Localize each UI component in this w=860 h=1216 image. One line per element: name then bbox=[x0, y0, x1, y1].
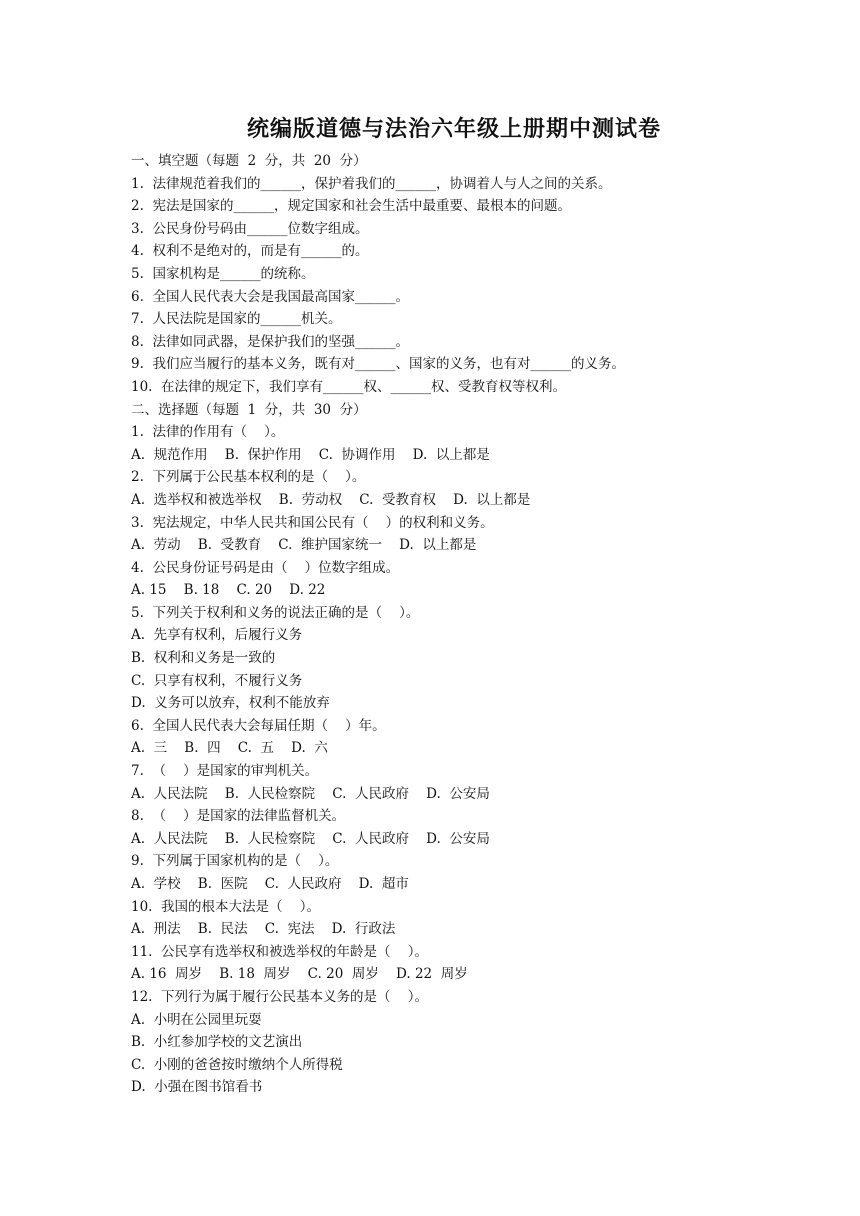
question-line: 6. 全国人民代表大会是我国最高国家______。 bbox=[131, 288, 409, 305]
answer-options: A. 规范作用 B. 保护作用 C. 协调作用 D. 以上都是 bbox=[131, 446, 490, 463]
question-line: 7. 人民法院是国家的______机关。 bbox=[131, 311, 342, 328]
answer-options: A. 人民法院 B. 人民检察院 C. 人民政府 D. 公安局 bbox=[131, 830, 490, 847]
question-line: 3. 宪法规定，中华人民共和国公民有（ ）的权利和义务。 bbox=[131, 514, 494, 531]
answer-options: C. 小刚的爸爸按时缴纳个人所得税 bbox=[131, 1056, 343, 1073]
question-line: 12. 下列行为属于履行公民基本义务的是（ ）。 bbox=[131, 988, 428, 1005]
question-line: 9. 下列属于国家机构的是（ ）。 bbox=[131, 853, 339, 870]
question-line: 1. 法律规范着我们的______，保护着我们的______，协调着人与人之间的关系。 bbox=[131, 175, 612, 192]
answer-options: A. 人民法院 B. 人民检察院 C. 人民政府 D. 公安局 bbox=[131, 785, 490, 802]
question-line: 11. 公民享有选举权和被选举权的年龄是（ ）。 bbox=[131, 943, 428, 960]
answer-options: D. 小强在图书馆看书 bbox=[131, 1079, 263, 1096]
document-title: 统编版道德与法治六年级上册期中测试卷 bbox=[246, 117, 661, 142]
question-line: 1. 法律的作用有（ ）。 bbox=[131, 424, 285, 441]
question-line: 5. 国家机构是______的统称。 bbox=[131, 265, 315, 282]
answer-options: C. 只享有权利，不履行义务 bbox=[131, 672, 303, 689]
question-line: 3. 公民身份号码由______位数字组成。 bbox=[131, 220, 369, 237]
question-line: 7. （ ）是国家的审判机关。 bbox=[131, 763, 319, 780]
answer-options: D. 义务可以放弃，权利不能放弃 bbox=[131, 695, 330, 712]
answer-options: A. 小明在公园里玩耍 bbox=[131, 1011, 262, 1028]
question-line: 8. 法律如同武器，是保护我们的坚强______。 bbox=[131, 333, 409, 350]
answer-options: B. 小红参加学校的文艺演出 bbox=[131, 1034, 303, 1051]
answer-options: A. 15 B. 18 C. 20 D. 22 bbox=[131, 582, 326, 599]
answer-options: A. 劳动 B. 受教育 C. 维护国家统一 D. 以上都是 bbox=[131, 537, 477, 554]
section-heading: 二、选择题（每题 1 分，共 30 分） bbox=[131, 401, 367, 418]
question-line: 10. 我国的根本大法是（ ）。 bbox=[131, 898, 320, 915]
answer-options: A. 三 B. 四 C. 五 D. 六 bbox=[131, 740, 328, 757]
answer-options: B. 权利和义务是一致的 bbox=[131, 650, 276, 667]
answer-options: A. 16 周岁 B. 18 周岁 C. 20 周岁 D. 22 周岁 bbox=[131, 966, 468, 983]
answer-options: A. 选举权和被选举权 B. 劳动权 C. 受教育权 D. 以上都是 bbox=[131, 491, 531, 508]
answer-options: A. 先享有权利，后履行义务 bbox=[131, 627, 303, 644]
document-body bbox=[131, 150, 851, 1099]
question-line: 4. 公民身份证号码是由（ ）位数字组成。 bbox=[131, 559, 400, 576]
section-heading: 一、填空题（每题 2 分，共 20 分） bbox=[131, 153, 367, 169]
answer-options: A. 刑法 B. 民法 C. 宪法 D. 行政法 bbox=[131, 921, 396, 938]
question-line: 10. 在法律的规定下，我们享有______权、______权、受教育权等权利。 bbox=[131, 378, 567, 395]
question-line: 9. 我们应当履行的基本义务，既有对______、国家的义务，也有对______的义务。 bbox=[131, 356, 625, 373]
question-line: 2. 宪法是国家的______，规定国家和社会生活中最重要、最根本的问题。 bbox=[131, 198, 571, 215]
question-line: 4. 权利不是绝对的，而是有______的。 bbox=[131, 243, 369, 260]
question-line: 6. 全国人民代表大会每届任期（ ）年。 bbox=[131, 717, 386, 734]
answer-options: A. 学校 B. 医院 C. 人民政府 D. 超市 bbox=[131, 876, 409, 892]
question-line: 8. （ ）是国家的法律监督机关。 bbox=[131, 808, 346, 825]
question-line: 2. 下列属于公民基本权利的是（ ）。 bbox=[131, 469, 366, 486]
question-line: 5. 下列关于权利和义务的说法正确的是（ ）。 bbox=[131, 604, 420, 621]
